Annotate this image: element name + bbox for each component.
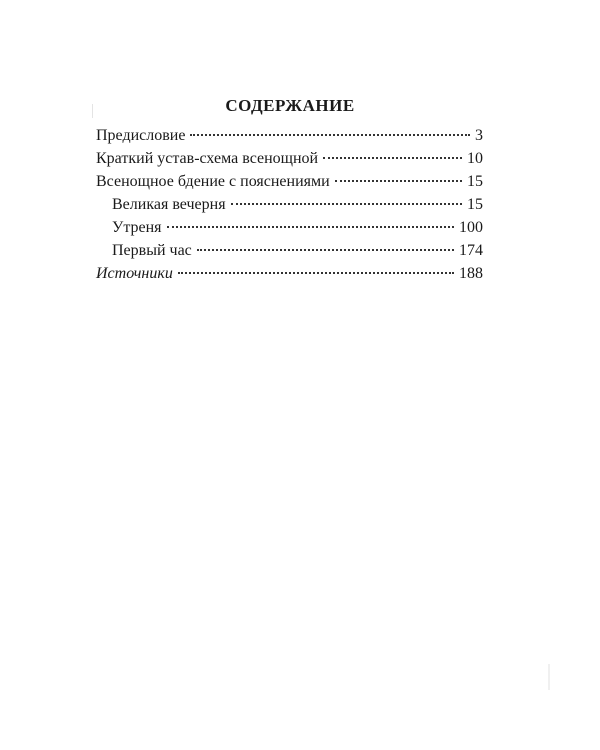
toc-subentry xyxy=(96,193,483,216)
toc-entry xyxy=(96,147,483,170)
dot-leader xyxy=(167,226,454,228)
toc-entry-label: Утреня xyxy=(112,219,162,236)
toc-entry-label: Великая вечерня xyxy=(112,196,226,213)
scan-artifact xyxy=(92,104,93,118)
toc-entry-label: Краткий устав-схема всенощной xyxy=(96,150,319,167)
toc-entry-label: Всенощное бдение с пояснениями xyxy=(96,173,330,190)
toc-entry-page: 15 xyxy=(467,196,483,213)
toc-entry-label: Первый час xyxy=(112,242,192,259)
dot-leader xyxy=(323,157,462,159)
scan-artifact xyxy=(548,664,550,690)
dot-leader xyxy=(231,203,462,205)
dot-leader xyxy=(190,134,470,136)
dot-leader xyxy=(197,249,454,251)
toc-entry-label: Предисловие xyxy=(96,127,186,144)
toc-entry-page: 188 xyxy=(459,265,483,282)
dot-leader xyxy=(178,272,454,274)
toc-entry-page: 100 xyxy=(459,219,483,236)
table-of-contents xyxy=(96,124,483,285)
dot-leader xyxy=(335,180,462,182)
toc-entry-label: Источники xyxy=(96,265,173,282)
toc-subentry xyxy=(96,239,483,262)
toc-entry xyxy=(96,170,483,193)
toc-entry-page: 15 xyxy=(467,173,483,190)
toc-entry xyxy=(96,124,483,147)
toc-entry xyxy=(96,262,483,285)
toc-entry-page: 3 xyxy=(475,127,483,144)
toc-entry-page: 174 xyxy=(459,242,483,259)
toc-subentry xyxy=(96,216,483,239)
toc-entry-page: 10 xyxy=(467,150,483,167)
toc-title: СОДЕРЖАНИЕ xyxy=(225,96,355,115)
